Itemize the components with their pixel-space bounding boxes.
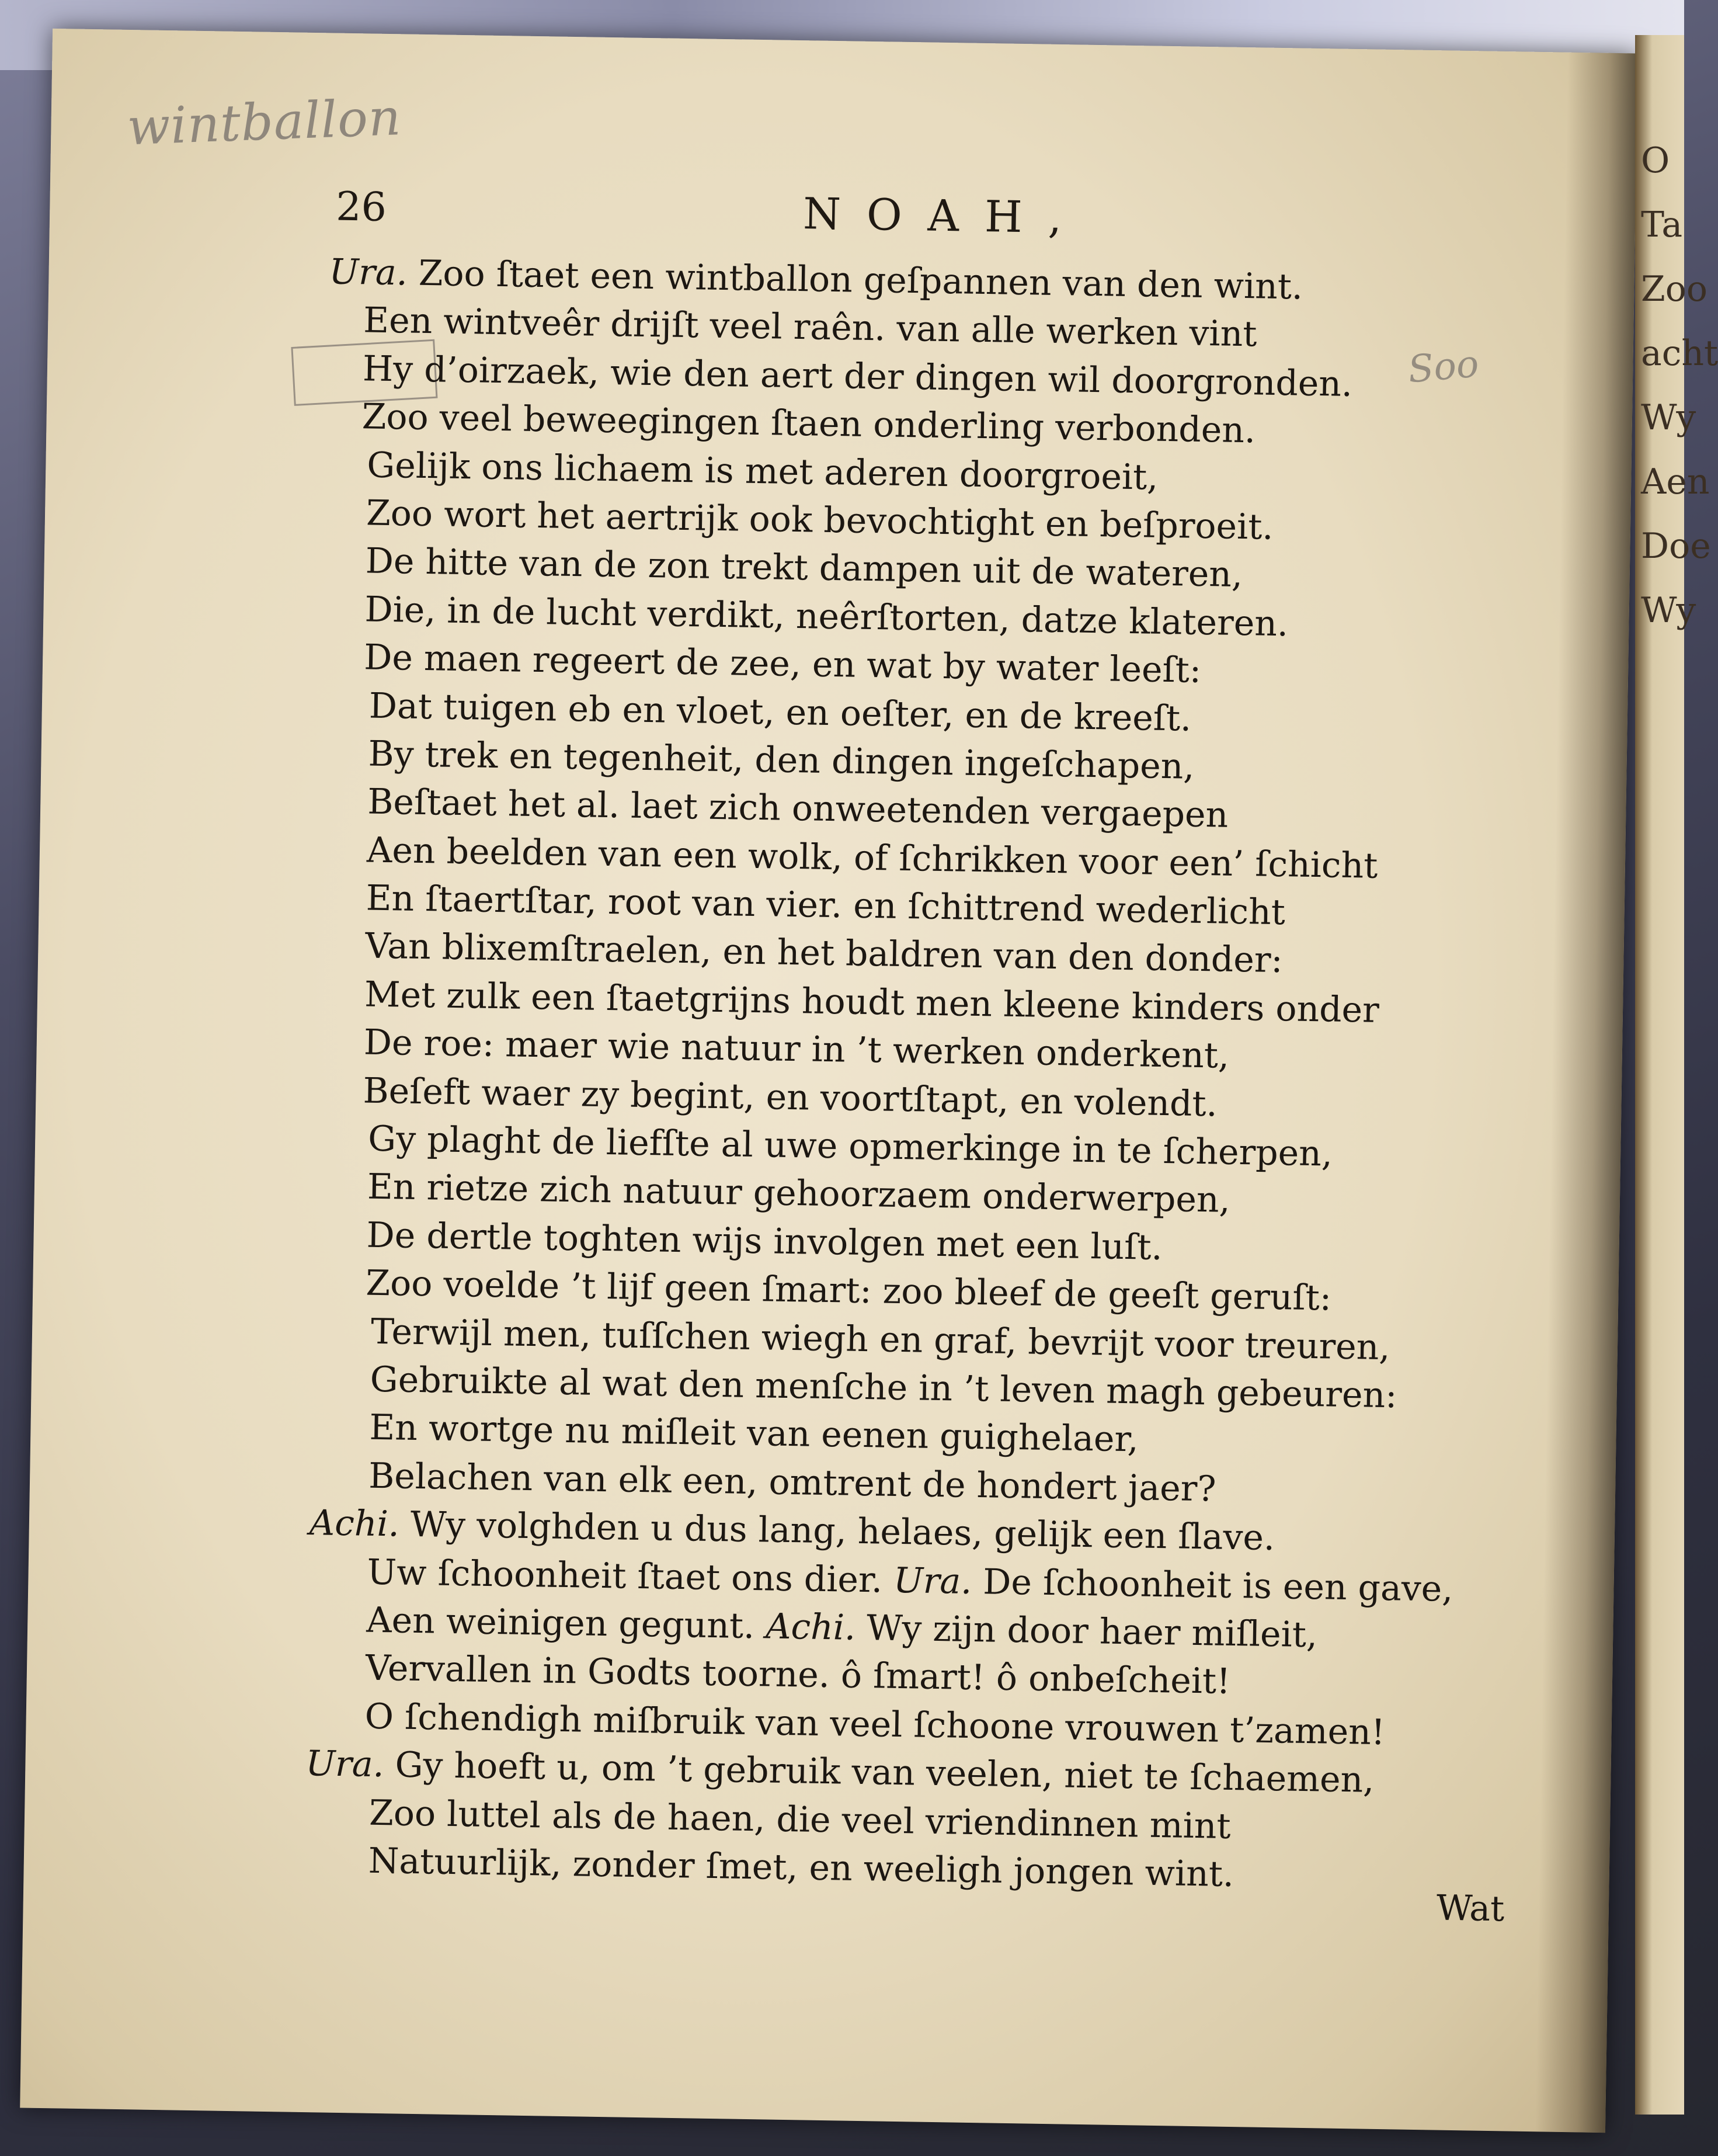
facing-page-fragment: Ta (1641, 204, 1683, 245)
verse-line-text: Zoo ſtaet een wintballon geſpannen van den wint. (418, 252, 1303, 308)
verse-line-text: Zoo veel beweegingen ſtaen onderling verbonden. (361, 396, 1256, 452)
facing-page-edge (1635, 35, 1718, 2115)
verse-line-text: Dat tuigen eb en vloet, en oeſter, en de kreeſt. (368, 685, 1192, 740)
verse-line-text: Gy hoeft u, om ’t gebruik van veelen, niet te ſchaemen, (395, 1744, 1375, 1801)
verse-line-text: En ſtaertſtar, root van vier. en ſchittrend wederlicht (366, 877, 1286, 933)
facing-page-fragment: Aen (1641, 461, 1710, 502)
verse-line-text: De roe: maer wie natuur in ’t werken onderkent, (363, 1022, 1230, 1077)
verse-line-text: En rietze zich natuur gehoorzaem onderwerpen, (367, 1166, 1231, 1221)
verse-line-text: Terwijl men, tuſſchen wiegh en graf, bevrijt voor treuren, (370, 1311, 1390, 1368)
verse-line-text: Gelijk ons lichaem is met aderen doorgroeit, (366, 445, 1159, 498)
verse-line-text: By trek en tegenheit, den dingen ingeſchapen, (368, 733, 1195, 787)
facing-page-fragment: Wy (1641, 397, 1696, 438)
facing-page-fragment: O (1641, 140, 1670, 181)
verse-line-text: De hitte van de zon trekt dampen uit de wateren, (365, 540, 1243, 596)
verse-line-text: Zoo voelde ’t lijf geen ſmart: zoo bleef de geeſt geruſt: (365, 1262, 1332, 1319)
speaker-label: Ura. (305, 1743, 385, 1786)
speaker-label: Ura. (329, 251, 408, 294)
verse-line-text: De ſchoonheit is een gave, (982, 1561, 1453, 1610)
verse-line-text: Aen weinigen gegunt. (366, 1599, 755, 1647)
verse-line-text: Zoo wort het aertrijk ook bevochtight en beſproeit. (366, 492, 1274, 548)
facing-page-fragment: Zoo (1641, 269, 1707, 310)
running-title: NOAH, (802, 189, 1088, 244)
verse-line-text: Die, in de lucht verdikt, neêrſtorten, datze klateren. (364, 589, 1289, 644)
facing-page-fragment: acht (1641, 333, 1718, 374)
verse-line-text: Beſeft waer zy begint, en voortſtapt, en volendt. (363, 1070, 1218, 1125)
speaker-label: Achi. (309, 1502, 400, 1545)
verse-text (304, 248, 1567, 1903)
verse-line-text: Aen beelden van een wolk, of ſchrikken voor een’ ſchicht (366, 829, 1378, 887)
verse-line-text: O ſchendigh miſbruik van veel ſchoone vrouwen t’zamen! (364, 1696, 1386, 1753)
verse-line-text: Vervallen in Godts toorne. ô ſmart! ô onbeſcheit! (365, 1647, 1231, 1703)
verse-line-text: Wy volghden u dus lang, helaes, gelijk een ſlave. (410, 1504, 1275, 1559)
speaker-label: Achi. (765, 1606, 856, 1648)
verse-line-text: Hy d’oirzaek, wie den aert der dingen wil doorgronden. (362, 348, 1353, 405)
verse-line-text: En wortge nu miſleit van eenen guighelaer, (369, 1407, 1139, 1460)
handwritten-note: wintballon (126, 88, 402, 157)
facing-page-fragment: Wy (1641, 590, 1696, 631)
verse-line-text: Zoo luttel als de haen, die veel vriendinnen mint (368, 1792, 1232, 1847)
speaker-label: Ura. (893, 1560, 972, 1602)
verse-line-text: Gy plaght de liefſte al uwe opmerkinge in te ſcherpen, (367, 1118, 1333, 1175)
catchword: Wat (1436, 1887, 1505, 1930)
verse-line-text: Een wintveêr drijſt veel raên. van alle werken vint (363, 300, 1257, 355)
verse-line-text: De dertle toghten wijs involgen met een luſt. (366, 1214, 1163, 1268)
verse-line-text: Met zulk een ſtaetgrijns houdt men kleene kinders onder (364, 974, 1380, 1031)
verse-line-text: Wy zijn door haer miſleit, (866, 1608, 1318, 1656)
book-page (20, 29, 1638, 2133)
verse-line-text: Gebruikte al wat den menſche in ’t leven magh gebeuren: (370, 1359, 1397, 1416)
verse-line-text: Belachen van elk een, omtrent de hondert jaer? (368, 1455, 1217, 1510)
verse-line-text: Beſtaet het al. laet zich onweetenden vergaepen (367, 781, 1229, 836)
facing-page-fragments (1641, 129, 1718, 643)
verse-line-text: Uw ſchoonheit ſtaet ons dier. (367, 1551, 883, 1601)
verse-line-text: Van blixemſtraelen, en het baldren van den donder: (364, 925, 1284, 981)
pencil-margin-mark: Soo (1406, 342, 1481, 392)
facing-page-fragment: Doe (1641, 526, 1711, 567)
verse-line-text: De maen regeert de zee, en wat by water leeſt: (363, 637, 1202, 692)
verse-line-text: Natuurlijk, zonder ſmet, en weeligh jongen wint. (368, 1840, 1234, 1895)
page-number: 26 (335, 183, 387, 231)
